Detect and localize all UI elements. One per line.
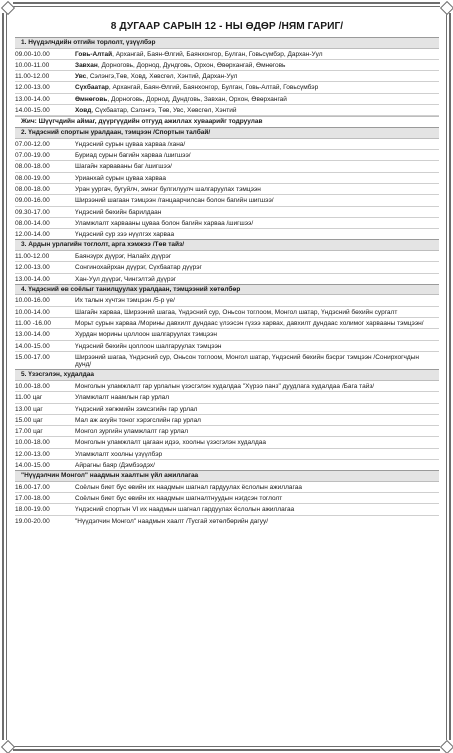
row-time: 10.00-11.00: [15, 61, 50, 69]
title-day: 8: [110, 21, 117, 32]
row-description: [75, 264, 439, 271]
row-time: 17.00 цаг: [15, 428, 43, 436]
row-time: 08.00-19.00: [15, 174, 50, 182]
row-text: Ширээний шагаа, Үндэсний сур, Оньсон тоглоом, Монгол шатар, Үндэсний бөхийн бэсрэг тэмцээн /Сонирхогчдын дунд/: [75, 353, 419, 369]
row-description: [75, 309, 439, 316]
row-description: [75, 152, 439, 159]
row-time: 13.00-14.00: [15, 331, 50, 339]
row-aimag-highlight: Сүхбаатар: [75, 84, 109, 92]
schedule-row: [15, 426, 439, 437]
row-text: Үндэсний хөгжмийн зэмсэгийн гар урлал: [75, 405, 198, 413]
schedule-row: [15, 415, 439, 426]
schedule-row: [15, 218, 439, 229]
row-text: , Дорноговь, Дорнод, Дундговь, Орхон, Өвөрхангай, Өмнөговь: [97, 61, 286, 69]
row-description: [75, 462, 439, 469]
schedule-row: [15, 449, 439, 460]
row-time: 08.00-18.00: [15, 163, 50, 171]
schedule-row: [15, 262, 439, 273]
row-time: 14.00-15.00: [15, 462, 50, 469]
schedule-section: [15, 239, 439, 283]
row-description: [75, 406, 439, 413]
schedule-row: [15, 173, 439, 184]
row-time: 08.00-14.00: [15, 219, 50, 227]
title-text: ДУГААР САРЫН 12 - НЫ ӨДӨР /НЯМ ГАРИГ/: [119, 21, 344, 32]
row-time: 12.00-14.00: [15, 231, 50, 239]
row-time: 16.00-17.00: [15, 483, 50, 491]
schedule-row: [15, 60, 439, 71]
row-text: Үндэсний бөхийн цоллоон шалгаруулах тэмцээн: [75, 342, 222, 350]
row-text: Монгол зургийн уламжлалт гар урлал: [75, 428, 189, 436]
row-text: Үндэсний сур зээ нүүлгэх харваа: [75, 231, 175, 239]
row-text: Соёлын биет бус өвийн их наадмын шагнал гардуулах ёслолын ажиллагаа: [75, 483, 302, 491]
row-time: 08.00-18.00: [15, 185, 50, 193]
row-text: Их талын хүчтэн тэмцээн /5-р үе/: [75, 297, 175, 305]
row-time: 09.00-10.00: [15, 50, 50, 58]
row-text: "Нүүдэлчин Монгол" наадмын хаалт /Тусгай хөтөлбөрийн дагуу/: [75, 517, 269, 525]
schedule-row: [15, 274, 439, 284]
schedule-row: [15, 307, 439, 318]
schedule-row: [15, 184, 439, 195]
section-note: Жич: Шүүгчдийн аймаг, дүүргүүдийн отгууд ажиллах хуваарийг тодруулав: [15, 116, 439, 127]
row-text: Буриад сурын багийн харваа /шигшээ/: [75, 152, 191, 160]
row-description: [75, 107, 439, 114]
row-time: 11.00-12.00: [15, 252, 50, 260]
row-time: 15.00 цаг: [15, 416, 43, 424]
row-description: [75, 297, 439, 304]
row-description: [75, 451, 439, 458]
row-text: Урианхай сурын цуваа харваа: [75, 174, 167, 182]
row-time: 10.00-18.00: [15, 439, 50, 447]
schedule-row: [15, 229, 439, 239]
section-heading: "Нүүдэлчин Монгол" наадмын хаалтын үйл ажиллагаа: [15, 471, 439, 482]
schedule-row: [15, 251, 439, 262]
row-aimag-highlight: Увс: [75, 73, 87, 81]
row-text: Уламжлалт хоолны үзүүлбэр: [75, 450, 163, 458]
row-description: [75, 220, 439, 227]
row-text: Шагайн харваа, Ширээний шагаа, Үндэсний сур, Оньсон тоглоом, Монгол шатар, Үндэсний бөхийн сургалт: [75, 308, 398, 316]
row-time: 14.00-15.00: [15, 106, 50, 114]
row-text: Морьт сурын харваа /Морины давхилт дундаас үлээсэн гүзээ харвах, давхилт дундаас холимог харвааны тэмцээн/: [75, 319, 424, 327]
row-description: [75, 518, 439, 525]
schedule-section: [15, 37, 439, 127]
row-text: Соёлын биет бус өвийн их наадмын шагналтнуудын нэгдсэн тоглолт: [75, 495, 283, 503]
row-text: , Архангай, Баян-Өлгий, Баянхонгор, Булган, Говьсүмбэр, Дархан-Уул: [112, 50, 323, 58]
row-description: [75, 354, 439, 369]
schedule-row: [15, 49, 439, 60]
schedule-row: [15, 207, 439, 218]
row-text: Уламжлалт харвааны цуваа болон багийн харваа /шигшээ/: [75, 219, 254, 227]
row-text: Монголын уламжлалт цагаан идээ, хоолны үзэсгэлэн худалдаа: [75, 439, 266, 447]
row-aimag-highlight: Ховд: [75, 106, 92, 114]
row-text: Шагайн харваваны баг /шигшээ/: [75, 163, 172, 171]
schedule-row: [15, 460, 439, 470]
row-text: Хан-Уул дүүрэг, Чингэлтэй дүүрэг: [75, 275, 177, 283]
schedule-row: [15, 504, 439, 515]
row-time: 10.00-16.00: [15, 297, 50, 305]
corner-ornament: [1, 1, 13, 13]
row-description: [75, 428, 439, 435]
schedule-row: [15, 352, 439, 370]
schedule-row: [15, 381, 439, 392]
row-text: , Архангай, Баян-Өлгий, Баянхонгор, Булган, Говь-Алтай, Говьсүмбэр: [108, 84, 319, 92]
schedule-row: [15, 516, 439, 526]
row-text: Ширээний шагаан тэмцээн /ганцаарчилсан болон багийн шигшээ/: [75, 197, 274, 205]
row-time: 09.30-17.00: [15, 208, 50, 216]
row-time: 11.00-12.00: [15, 73, 50, 81]
schedule-row: [15, 493, 439, 504]
row-description: [75, 394, 439, 401]
row-description: [75, 73, 439, 80]
section-heading: 4. Үндэсний өв соёлыг танилцуулах уралдаан, тэмцээний хөтөлбөр: [15, 285, 439, 296]
row-time: 07.00-19.00: [15, 152, 50, 160]
row-aimag-highlight: Говь-Алтай: [75, 50, 113, 58]
schedule-section: [15, 284, 439, 370]
row-text: , Сүхбаатар, Сэлэнгэ, Төв, Увс, Хөвсгөл, Хэнтий: [91, 106, 237, 114]
row-description: [75, 62, 439, 69]
page-title: [15, 17, 439, 37]
row-time: 17.00-18.00: [15, 495, 50, 503]
section-heading: 3. Ардын урлагийн тоглолт, арга хэмжээ /Төв тайз/: [15, 240, 439, 251]
row-description: [75, 383, 439, 390]
row-text: , Дорноговь, Дорнод, Дундговь, Завхан, Орхон, Өвөрхангай: [107, 95, 287, 103]
row-text: Айрагны баяр /Дэмбээдэх/: [75, 462, 155, 469]
corner-ornament: [1, 740, 13, 752]
corner-ornament: [440, 740, 452, 752]
row-description: [75, 96, 439, 103]
row-aimag-highlight: Завхан: [75, 61, 98, 69]
row-description: [75, 331, 439, 338]
row-text: Үндэсний спортын VI их наадмын шагнал гардуулах ёслолын ажиллагаа: [75, 506, 295, 514]
row-description: [75, 320, 439, 327]
schedule-row: [15, 404, 439, 415]
row-description: [75, 51, 439, 58]
row-description: [75, 417, 439, 424]
row-text: Сонгинохайрхан дүүрэг, Сүхбаатар дүүрэг: [75, 264, 202, 272]
row-description: [75, 343, 439, 350]
row-text: Баянзүрх дүүрэг, Налайх дүүрэг: [75, 252, 172, 260]
row-description: [75, 495, 439, 502]
schedule-row: [15, 139, 439, 150]
schedule-section: [15, 369, 439, 470]
row-text: Уламжлалт наамлын гар урлал: [75, 394, 170, 402]
schedule-row: [15, 150, 439, 161]
row-text: Монголын уламжлалт гар урлалын үзэсгэлэн худалдаа "Хүрээ панз" дуудлага худалдаа /Бага тайз/: [75, 382, 375, 390]
row-time: 07.00-12.00: [15, 140, 50, 148]
row-text: , Сэлэнгэ,Төв, Ховд, Хөвсгөл, Хэнтий, Дархан-Уул: [86, 73, 238, 81]
row-time: 13.00-14.00: [15, 275, 50, 283]
schedule-row: [15, 295, 439, 306]
row-time: 12.00-13.00: [15, 84, 50, 92]
row-time: 15.00-17.00: [15, 353, 50, 361]
corner-ornament: [440, 1, 452, 13]
row-description: [75, 484, 439, 491]
schedule-row: [15, 82, 439, 93]
row-text: Үндэсний бөхийн барилдаан: [75, 208, 162, 216]
row-text: Уран уургач, бугуйлч, эмнэг булгилуулч шалгаруулах тэмцээн: [75, 185, 261, 193]
row-text: Мал аж ахуйн тоног хэрэгслийн гар урлал: [75, 416, 201, 424]
row-time: 10.00-14.00: [15, 308, 50, 316]
row-description: [75, 231, 439, 238]
row-time: 19.00-20.00: [15, 517, 50, 525]
row-time: 13.00-14.00: [15, 95, 50, 103]
row-time: 11.00 цаг: [15, 394, 43, 402]
row-description: [75, 141, 439, 148]
schedule-section: [15, 470, 439, 526]
row-text: Хурдан морины цоллоон шалгаруулах тэмцээн: [75, 331, 217, 339]
schedule-row: [15, 71, 439, 82]
schedule-row: [15, 195, 439, 206]
row-time: 11.00 -16.00: [15, 319, 52, 327]
section-heading: 1. Нүүдэлчдийн отгийн торлолт, үзүүлбэр: [15, 38, 439, 49]
row-time: 18.00-19.00: [15, 506, 50, 514]
schedule-row: [15, 392, 439, 403]
row-description: [75, 197, 439, 204]
schedule-row: [15, 318, 439, 329]
section-heading: 2. Үндэсний спортын уралдаан, тэмцээн /Спортын талбай/: [15, 128, 439, 139]
section-heading: 5. Үзэсгэлэн, худалдаа: [15, 370, 439, 381]
row-description: [75, 163, 439, 170]
row-time: 09.00-16.00: [15, 197, 50, 205]
row-description: [75, 439, 439, 446]
row-aimag-highlight: Өмнөговь: [75, 95, 108, 103]
row-description: [75, 186, 439, 193]
schedule-row: [15, 329, 439, 340]
schedule-row: [15, 105, 439, 116]
schedule-row: [15, 94, 439, 105]
row-time: 12.00-13.00: [15, 450, 50, 458]
row-description: [75, 276, 439, 283]
row-time: 12.00-13.00: [15, 264, 50, 272]
schedule-section: [15, 127, 439, 239]
schedule-row: [15, 482, 439, 493]
row-time: 10.00-18.00: [15, 382, 50, 390]
schedule-row: [15, 161, 439, 172]
row-text: Үндэсний сурын цуваа харваа /хана/: [75, 140, 186, 148]
schedule-row: [15, 341, 439, 352]
row-time: 13.00 цаг: [15, 405, 43, 413]
schedule: [15, 17, 439, 526]
row-description: [75, 175, 439, 182]
row-description: [75, 506, 439, 513]
row-description: [75, 253, 439, 260]
row-time: 14.00-15.00: [15, 342, 50, 350]
schedule-sections: [15, 37, 439, 526]
row-description: [75, 209, 439, 216]
schedule-row: [15, 437, 439, 448]
row-description: [75, 84, 439, 91]
